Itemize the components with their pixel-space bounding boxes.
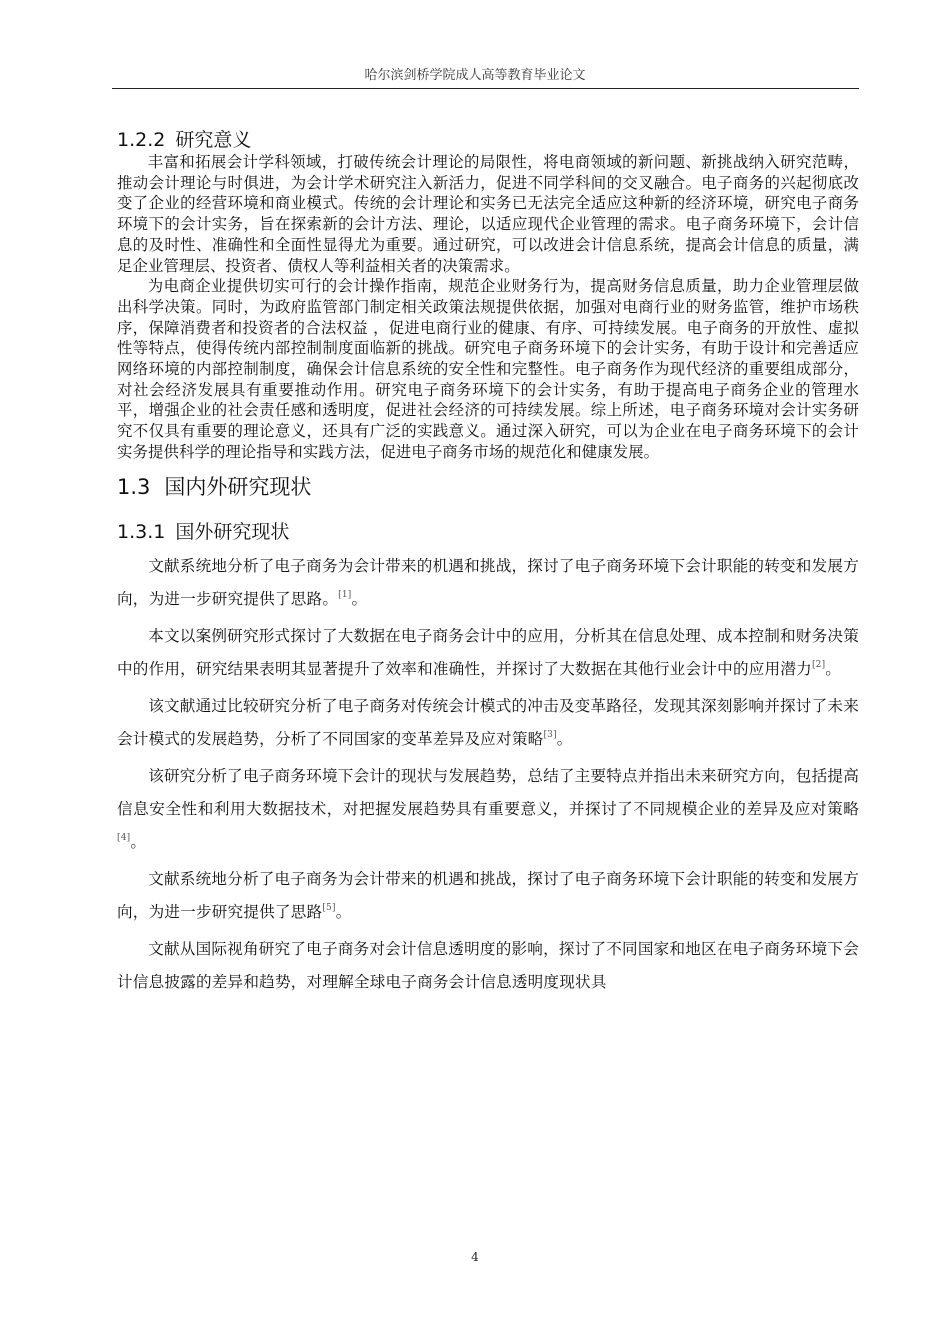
paragraph-text: 该文献通过比较研究分析了电子商务对传统会计模式的冲击及变革路径，发现其深刻影响并探讨了未来会计模式的发展趋势，分析了不同国家的变革差异及应对策略 [117, 696, 859, 748]
section-heading-1-3-1 [117, 517, 859, 544]
paragraph-end: 。 [335, 902, 352, 921]
section-heading-1-3 [117, 471, 859, 501]
section-body-1-2-2 [117, 152, 859, 463]
paragraph-end: 。 [351, 589, 368, 608]
citation-ref: [5] [322, 902, 336, 913]
citation-ref: [1] [338, 589, 352, 600]
section-heading-1-2-2 [117, 125, 859, 152]
citation-ref: [4] [117, 832, 131, 843]
section-title: 国外研究现状 [175, 520, 290, 543]
paragraph-text: 文献系统地分析了电子商务为会计带来的机遇和挑战，探讨了电子商务环境下会计职能的转变和发展方向，为进一步研究提供了思路 [117, 869, 859, 921]
section-title: 国内外研究现状 [164, 474, 312, 499]
section-number: 1.2.2 [117, 129, 166, 151]
paragraph: 为电商企业提供切实可行的会计操作指南，规范企业财务行为，提高财务信息质量，助力企业管理层做出科学决策。同时，为政府监管部门制定相关政策法规提供依据，加强对电商行业的财务监管，维护市场秩序，保障消费者和投资者的合法权益 ，促进电商行业的健康、有序、可持续发展。电子商务的开放性、虚拟性等特点，使得传统内部控制制度面临新的挑战。研究电子商务环境下的会计实务，有助于设计和完善适应网络环境的内部控制制度，确保会计信息系统的安全性和完整性。电子商务作为现代经济的重要组成部分，对社会经济发展具有重要推动作用。研究电子商务环境下的会计实务，有助于提高电子商务企业的管理水平，增强企业的社会责任感和透明度，促进社会经济的可持续发展。综上所述，电子商务环境对会计实务研究不仅具有重要的理论意义，还具有广泛的实践意义。通过深入研究，可以为企业在电子商务环境下的会计实务提供科学的理论指导和实践方法，促进电子商务市场的规范化和健康发展。 [117, 277, 859, 461]
paragraph [117, 620, 859, 686]
paragraph-text: 该研究分析了电子商务环境下会计的现状与发展趋势，总结了主要特点并指出未来研究方向，包括提高信息安全性和利用大数据技术，对把握发展趋势具有重要意义，并探讨了不同规模企业的差异及应对策略 [117, 766, 859, 818]
section-body-1-3-1 [117, 550, 859, 999]
paragraph [117, 690, 859, 756]
section-number: 1.3 [117, 474, 151, 499]
paragraph-end: 。 [825, 659, 842, 678]
paragraph [117, 760, 859, 859]
paragraph [117, 863, 859, 929]
page-content [117, 125, 859, 1003]
paragraph-text: 文献从国际视角研究了电子商务对会计信息透明度的影响，探讨了不同国家和地区在电子商务环境下会计信息披露的差异和趋势，对理解全球电子商务会计信息透明度现状具 [117, 939, 859, 991]
paragraph-text: 本文以案例研究形式探讨了大数据在电子商务会计中的应用，分析其在信息处理、成本控制和财务决策中的作用，研究结果表明其显著提升了效率和准确性，并探讨了大数据在其他行业会计中的应用潜力 [117, 626, 859, 678]
section-title: 研究意义 [175, 129, 252, 151]
citation-ref: [2] [811, 659, 826, 670]
page-number: 4 [471, 1250, 479, 1264]
paragraph [117, 933, 859, 999]
page-header: 哈尔滨剑桥学院成人高等教育毕业论文 [364, 68, 586, 83]
paragraph [117, 550, 859, 616]
paragraph-end: 。 [556, 729, 573, 748]
citation-ref: [3] [543, 729, 557, 740]
paragraph: 丰富和拓展会计学科领域，打破传统会计理论的局限性，将电商领域的新问题、新挑战纳入研究范畴，推动会计理论与时俱进，为会计学术研究注入新活力，促进不同学科间的交叉融合。电子商务的兴起彻底改变了企业的经营环境和商业模式。传统的会计理论和实务已无法完全适应这种新的经济环境，研究电子商务环境下的会计实务，旨在探索新的会计方法、理论，以适应现代企业管理的需求。电子商务环境下，会计信息的及时性、准确性和全面性显得尤为重要。通过研究，可以改进会计信息系统，提高会计信息的质量，满足企业管理层、投资者、债权人等利益相关者的决策需求。 [117, 153, 859, 275]
section-number: 1.3.1 [117, 520, 166, 543]
header-rule [112, 88, 859, 89]
paragraph-end: 。 [130, 832, 147, 851]
paragraph-text: 文献系统地分析了电子商务为会计带来的机遇和挑战，探讨了电子商务环境下会计职能的转变和发展方向，为进一步研究提供了思路。 [117, 556, 859, 608]
